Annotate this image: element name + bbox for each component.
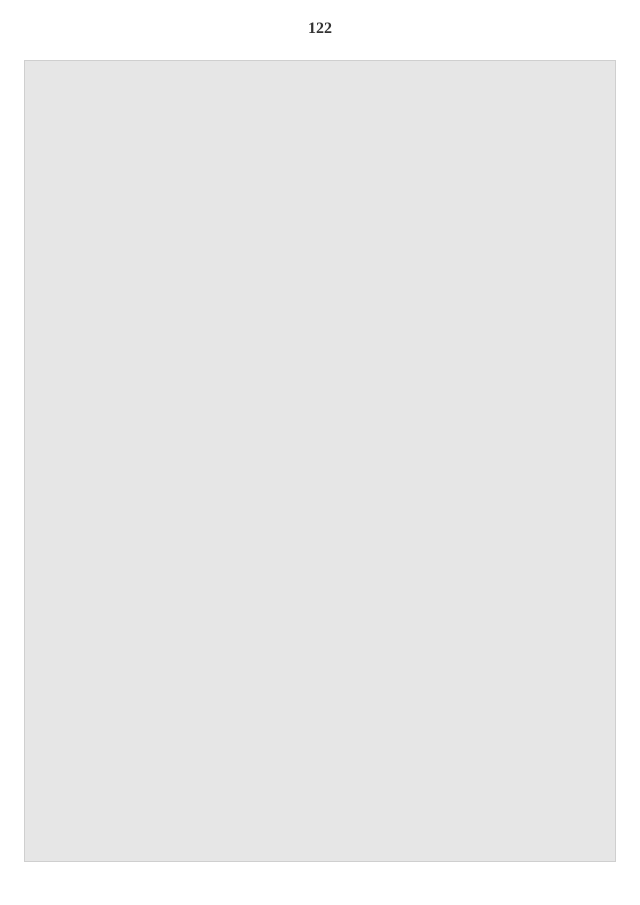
page-title: 122 <box>308 20 332 37</box>
main-region <box>24 60 616 862</box>
